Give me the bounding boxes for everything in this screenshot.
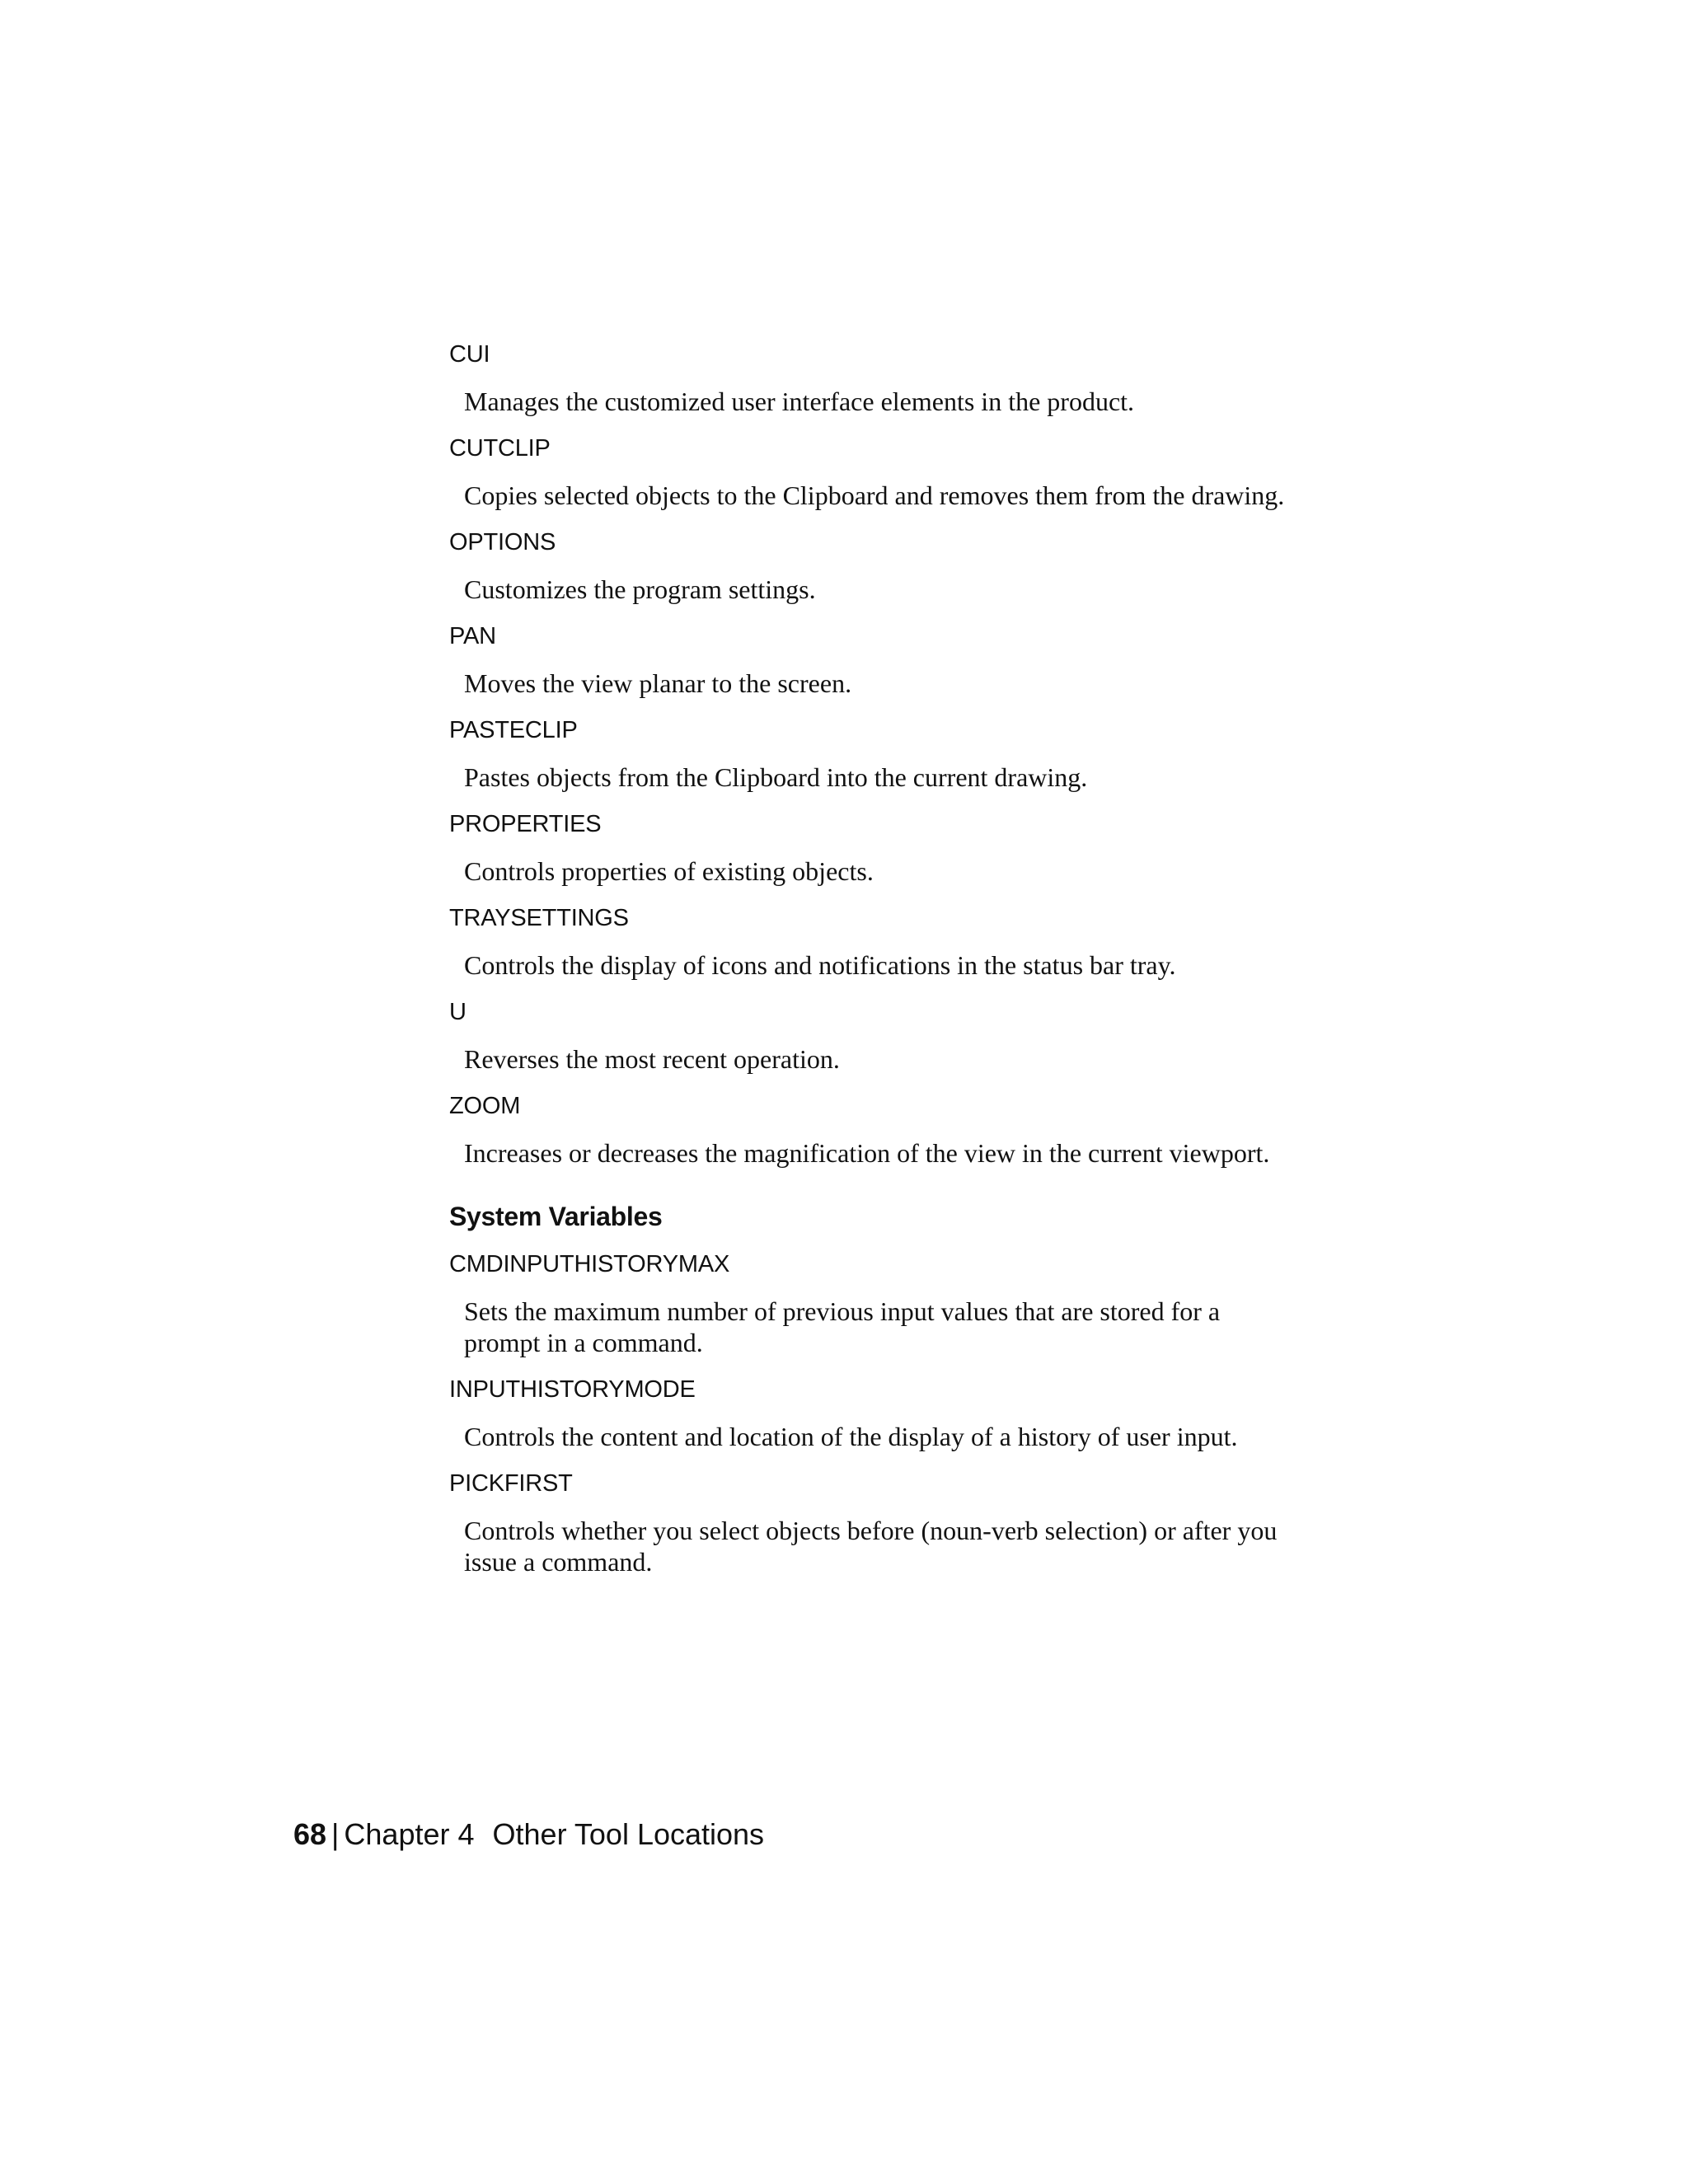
command-name: TRAYSETTINGS [449,905,629,931]
chapter-title: Other Tool Locations [492,1817,765,1851]
page-content [449,338,1356,1592]
command-name: U [449,999,467,1025]
command-description: Pastes objects from the Clipboard into the current drawing. [464,762,1088,792]
command-name: CUI [449,341,490,368]
command-description: Reverses the most recent operation. [464,1044,840,1074]
description-line: Controls the content and location of the display of a history of user input. [464,1422,1238,1451]
description-line: Sets the maximum number of previous input values that are stored for a [464,1296,1221,1326]
system-variable-description [464,1421,1354,1452]
command-description: Controls the display of icons and notifications in the status bar tray. [464,950,1176,980]
page-number: 68 [293,1817,327,1851]
command-description: Moves the view planar to the screen. [464,668,852,698]
command-name: PAN [449,623,496,649]
command-name: OPTIONS [449,529,556,555]
chapter-label: Chapter 4 [344,1817,475,1851]
command-description: Customizes the program settings. [464,574,816,604]
system-variable-name: CMDINPUTHISTORYMAX [449,1251,730,1277]
command-description: Manages the customized user interface elements in the product. [464,387,1135,416]
command-name: PROPERTIES [449,811,602,837]
command-name: ZOOM [449,1093,521,1119]
command-name: PASTECLIP [449,717,578,743]
command-name: CUTCLIP [449,435,551,462]
page-footer [293,1816,764,1853]
description-line: Controls whether you select objects before (noun-verb selection) or after you [464,1516,1278,1545]
system-variable-description [464,1296,1354,1358]
command-description: Copies selected objects to the Clipboard and removes them from the drawing. [464,480,1285,510]
system-variable-description [464,1515,1354,1577]
command-description: Controls properties of existing objects. [464,856,874,886]
description-line: prompt in a command. [464,1328,703,1357]
system-variable-name: INPUTHISTORYMODE [449,1376,696,1403]
description-line: issue a command. [464,1547,653,1577]
system-variable-name: PICKFIRST [449,1470,573,1497]
footer-separator: | [331,1817,340,1851]
section-heading-system-variables: System Variables [449,1202,663,1231]
command-description: Increases or decreases the magnification of the view in the current viewport. [464,1138,1270,1168]
